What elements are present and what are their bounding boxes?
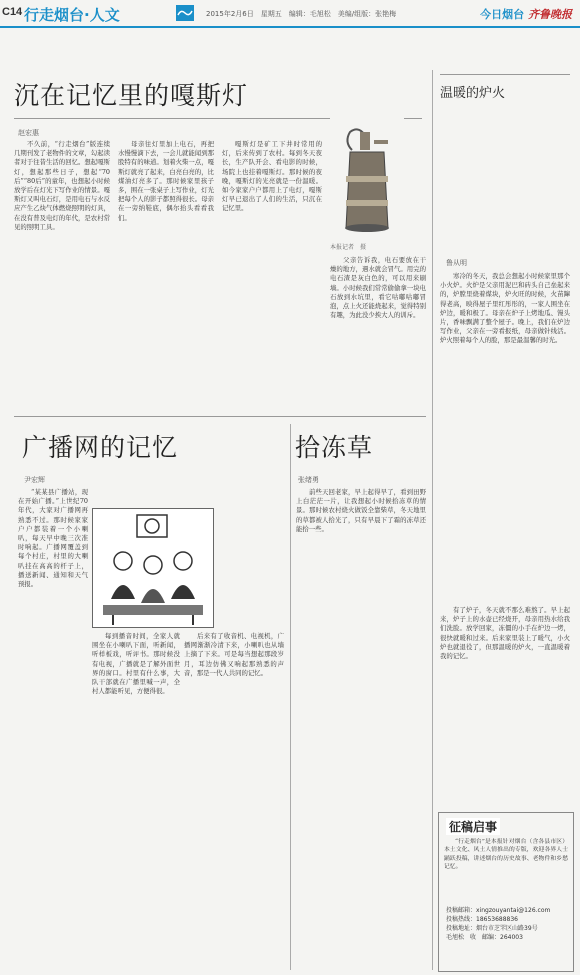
author-broadcast: 尹宏辉 bbox=[24, 476, 45, 484]
newspaper-brand bbox=[480, 6, 572, 22]
submission-info bbox=[446, 906, 570, 942]
dateline: 2015年2月6日 星期五 编辑：毛旭松 美编/组版：张艳梅 bbox=[206, 10, 397, 18]
article-title-gas-lamp: 沉在记忆里的嘎斯灯 bbox=[14, 81, 249, 110]
article-divider bbox=[290, 424, 291, 970]
submission-email[interactable]: 投稿邮箱：xingzouyantai@126.com bbox=[446, 907, 551, 914]
broadcast-column-1: “某某县广播站，现在开始广播。”上世纪70年代，大家对广播网再熟悉不过。那时候家家户户都装着一个小喇叭，每天早中晚三次准时响起。广播网覆盖到每个村庄，村里的大喇叭挂在高高的杆子上，播送新闻、通知和天气预报。 bbox=[18, 488, 88, 589]
brand-prefix: 今日烟台 bbox=[480, 8, 525, 21]
author-stove: 鲁从明 bbox=[446, 259, 467, 267]
gas-lamp-column-4: 父亲告诉我，电石要放在干燥的地方，遇水就会冒气。用完的电石渣是灰白色的，可以用来刷墙。小时候我们常常偷偷拿一块电石放到水坑里，看它咕嘟咕嘟冒泡，点上火还能烧起来，觉得特别有趣，为此没少挨大人的训斥。 bbox=[330, 256, 426, 320]
call-for-submissions-box bbox=[438, 812, 574, 972]
call-for-submissions-text: “行走烟台”是本报针对烟台（含各县市区）本土文化、风土人情推出的专版，欢迎各界人士踊跃投稿，讲述烟台的历史故事、老物件和乡愁记忆。 bbox=[444, 839, 568, 870]
author-frozen-grass: 张绪勇 bbox=[298, 476, 319, 484]
submission-address: 投稿地址：烟台市芝罘区山路39号 bbox=[446, 925, 538, 932]
author-gas-lamp: 赵宏惠 bbox=[18, 129, 39, 137]
submission-receiver: 毛旭松 收 邮编：264003 bbox=[446, 934, 523, 941]
broadcast-illustration bbox=[92, 508, 214, 628]
broadcast-column-2: 每到播音时间，全家人就围坐在小喇叭下面，听新闻，听样板戏，听评书。那时候没有电视，广播就是了解外面世界的窗口。村里有什么事，大队干部就在广播里喊一声，全村人都能听见，方便得很。 bbox=[92, 632, 180, 696]
section-divider bbox=[14, 416, 426, 417]
stove-top-rule bbox=[440, 74, 570, 75]
gas-lamp-column-3: 嘎斯灯是矿工下井时常用的灯，后来传到了农村。每到冬天夜长，生产队开会、看电影的时候，场院上也挂着嘎斯灯。那时候的夜晚，嘎斯灯的光亮就是一份温暖。如今家家户户都用上了电灯，嘎斯灯早已退出了人们的生活，只沉在记忆里。 bbox=[222, 140, 322, 213]
call-for-submissions-title: 征稿启事 bbox=[446, 818, 500, 835]
article-title-frozen-grass: 拾冻草 bbox=[295, 433, 374, 462]
gas-lamp-column-2: 母亲往灯里加上电石，再把水慢慢滴下去，一会儿就能闻到那股特有的味道。划着火柴一点，嘎斯灯就亮了起来，白亮白亮的，比煤油灯亮多了。那时候家里孩子多，围在一张桌子上写作业，灯光把每个人的影子都照得很长。母亲在一旁纳鞋底，偶尔抬头看看我们。 bbox=[118, 140, 214, 222]
gas-lamp-photo bbox=[330, 118, 404, 238]
article-title-broadcast: 广播网的记忆 bbox=[22, 433, 179, 462]
submission-phone: 投稿热线：18653688836 bbox=[446, 916, 518, 923]
page-number: C14 bbox=[2, 6, 23, 18]
article-title-stove: 温暖的炉火 bbox=[440, 86, 506, 101]
gas-lamp-column-1: 不久前，“行走烟台”版连续几期刊发了老物件的文章，勾起读者对于往昔生活的回忆。想起嘎斯灯，想起那些日子，想起“70后”“80后”的童年，也想起小时候放学后在灯光下写作业的情景。嘎斯灯又叫电石灯，是用电石与水反应产生乙炔气体燃烧照明的灯具，在没有普及电灯的年代，是农村常见的照明工具。 bbox=[14, 140, 110, 231]
section-wave-icon bbox=[176, 5, 194, 21]
broadcast-column-3: 后来有了收音机、电视机，广播网渐渐冷清下来，小喇叭也从墙上摘了下来。可是每当想起那段岁月，耳边仿佛又响起那熟悉的声音，那是一代人共同的记忆。 bbox=[184, 632, 284, 677]
section-title: 行走烟台·人文 bbox=[24, 6, 120, 24]
lamp-photo-caption: 本报记者 摄 bbox=[330, 244, 367, 251]
brand-name: 齐鲁晚报 bbox=[528, 8, 572, 21]
column-divider bbox=[432, 70, 433, 970]
frozen-grass-column-1: 前些天回老家，早上起得早了，看到田野上白茫茫一片，让我想起小时候拾冻草的情景。那时候农村烧火做饭全靠柴草，冬天地里的草都被人拾光了，只有早晨下了霜的冻草还能拾一些。 bbox=[296, 488, 426, 533]
stove-column-1: 寒冷的冬天，我总会想起小时候家里那个小火炉。火炉是父亲用泥巴和砖头自己垒起来的，炉膛里烧着煤块，炉火旺的时候，火苗蹿得老高，映得屋子里红彤彤的，一家人围坐在炉边，暖和极了。母亲在炉子上烤地瓜、馒头片，香味飘满了整个屋子。晚上，我们在炉边写作业，父亲在一旁看报纸，母亲做针线活。炉火照着每个人的脸，那是最温馨的时光。 bbox=[440, 272, 570, 345]
stove-column-2: 有了炉子，冬天就不那么难熬了。早上起来，炉子上的水壶已经烧开，母亲用热水给我们洗脸。放学回家，冻僵的小手在炉边一烤，很快就暖和过来。后来家里装上了暖气，小火炉也就退役了，但那温暖的炉火，一直温暖着我的记忆。 bbox=[440, 606, 570, 661]
